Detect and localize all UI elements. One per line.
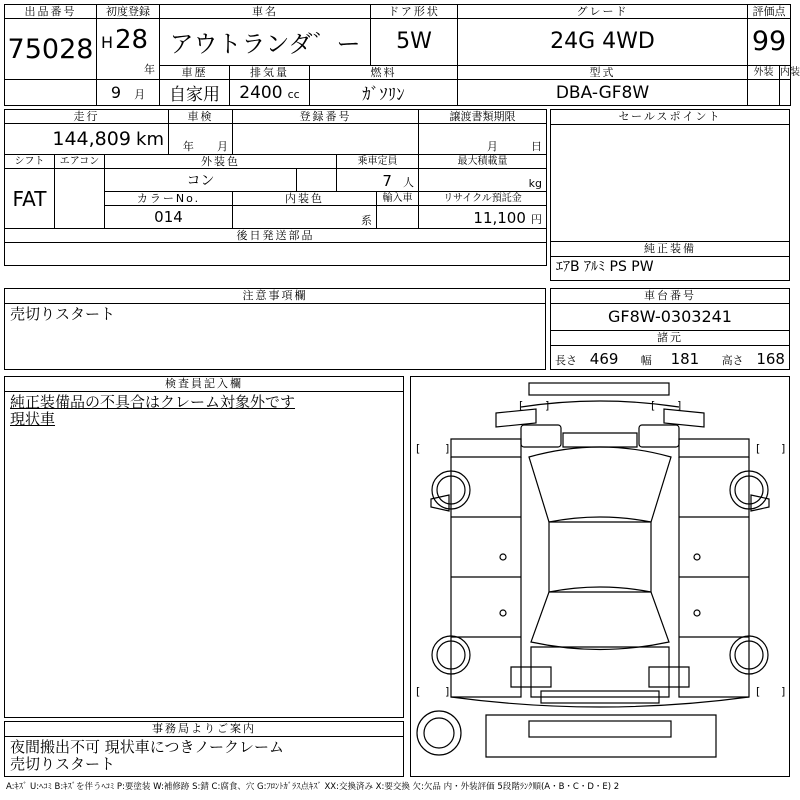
first-reg-year-cell	[97, 19, 160, 80]
mileage-unit: km	[136, 129, 164, 150]
bracket-front-r: [	[651, 399, 656, 412]
chassis-number: GF8W-0303241	[551, 304, 789, 331]
interior-label: 内装	[780, 66, 800, 78]
capacity-label: 乗車定員	[337, 155, 419, 169]
left-handle-rear	[500, 610, 506, 616]
reg-month-cell	[97, 80, 160, 106]
ext-color-extra	[297, 169, 337, 192]
grade: 24G 4WD	[458, 19, 748, 66]
bracket-rl-close: ]	[445, 685, 450, 698]
left-handle-front	[500, 554, 506, 560]
ac-label: エアコン	[55, 155, 105, 169]
history: 自家用	[160, 80, 230, 106]
grade-label: グレード	[458, 5, 748, 19]
bracket-front-l: [	[519, 399, 524, 412]
chassis-box	[550, 288, 790, 370]
rear-plate-area	[529, 721, 671, 737]
first-reg-label: 初度登録	[97, 5, 160, 19]
width-label: 幅	[640, 354, 652, 367]
office-box	[4, 721, 404, 777]
import-value	[377, 206, 419, 229]
details-table	[4, 109, 547, 266]
score: 99	[748, 19, 791, 66]
bracket-rr-close: ]	[781, 685, 786, 698]
ext-color-label: 外装色	[105, 155, 337, 169]
interior-score	[780, 80, 791, 106]
width-spec	[641, 350, 699, 368]
exterior-label: 外装	[748, 65, 780, 79]
bracket-rl: [	[416, 685, 421, 698]
notes-box	[4, 288, 546, 370]
legend: A:ｷｽﾞ U:ﾍｺﾐ B:ｷｽﾞを伴うﾍｺﾐ P:要塗装 W:補修跡 S:錆 C:腐食、穴 G:ﾌﾛﾝﾄｶﾞﾗｽ点ｷｽﾞ XX:交換済み X:要交換 欠:欠品 内・外装評価 5段階ﾗﾝｸ順(A・B・C・D・E) 2	[6, 782, 620, 792]
right-handle-rear	[694, 610, 700, 616]
inspection-label: 車検	[169, 110, 233, 124]
rear-edge	[451, 697, 749, 707]
reg-number	[233, 124, 419, 155]
length-spec	[555, 350, 618, 368]
right-fender-front	[679, 439, 749, 457]
reg-label: 登録番号	[233, 110, 419, 124]
sales-point-label: セールスポイント	[551, 110, 789, 125]
model-label: 型式	[458, 65, 748, 79]
windshield	[529, 447, 671, 522]
history-label: 車歴	[160, 65, 230, 79]
office-line1: 夜間搬出不可 現状車につきノークレーム	[10, 738, 285, 756]
width-value: 181	[670, 350, 700, 368]
height-spec	[722, 350, 785, 368]
lot-number: 75028	[5, 19, 97, 80]
mileage-label: 走行	[5, 110, 169, 124]
month-unit: 月	[134, 88, 146, 101]
specs-label: 諸元	[551, 331, 789, 346]
shift: FAT	[5, 169, 55, 229]
transfer-month-unit: 月	[486, 140, 498, 153]
inspection-cell	[169, 124, 233, 155]
later-parts-label: 後日発送部品	[5, 229, 547, 243]
header-table	[4, 4, 800, 106]
car-diagram-box	[410, 376, 790, 777]
specs-row	[551, 346, 789, 372]
right-door-lines	[679, 517, 749, 637]
color-no: 014	[105, 206, 233, 229]
bracket-fl: [	[416, 442, 421, 455]
recycle: 11,100	[473, 208, 526, 227]
int-color-cell	[233, 206, 377, 229]
load-unit: kg	[528, 177, 542, 190]
import-label: 輸入車	[377, 192, 419, 206]
sales-point-box	[550, 109, 790, 242]
transfer-label: 譲渡書類期限	[419, 110, 547, 124]
fuel-label: 燃料	[310, 65, 458, 79]
int-color-unit: 系	[361, 214, 372, 227]
height-value: 168	[756, 350, 785, 368]
recycle-cell	[419, 206, 547, 229]
fuel: ｶﾞｿﾘﾝ	[310, 80, 458, 106]
era: H	[101, 33, 114, 52]
inspector-box	[4, 376, 404, 718]
front-right-glass	[639, 425, 679, 447]
transfer-day-unit: 日	[531, 140, 542, 153]
score-label: 評価点	[748, 5, 791, 19]
roof	[549, 522, 651, 592]
displacement-cell	[230, 80, 310, 106]
doors: 5W	[371, 19, 458, 66]
equipment-value: ｴｱB ｱﾙﾐ PS PW	[556, 259, 654, 275]
bracket-fr-close: ]	[781, 442, 786, 455]
displacement: 2400	[239, 82, 283, 103]
notes-value: 売切りスタート	[10, 305, 116, 323]
length-label: 長さ	[555, 354, 577, 367]
bracket-front-l-close: ]	[545, 399, 550, 412]
capacity: 7	[382, 171, 392, 190]
height-label: 高さ	[721, 354, 744, 367]
inspector-line2: 現状車	[10, 410, 56, 428]
bracket-rr: [	[756, 685, 761, 698]
displacement-label: 排気量	[230, 65, 310, 79]
equipment-label: 純正装備	[551, 242, 789, 257]
office-label: 事務局よりご案内	[5, 722, 403, 737]
notes-label: 注意事項欄	[5, 289, 545, 304]
bracket-fl-close: ]	[445, 442, 450, 455]
bracket-fr: [	[756, 442, 761, 455]
lot-empty	[5, 80, 97, 106]
exterior-score	[748, 80, 780, 106]
right-handle-front	[694, 554, 700, 560]
car-name: アウトランダ゛ー	[160, 19, 371, 66]
ac	[55, 169, 105, 229]
insp-month-unit: 月	[217, 140, 228, 153]
capacity-cell	[337, 169, 419, 192]
front-left-glass	[521, 425, 561, 447]
spare-tire-inner	[424, 718, 454, 748]
later-parts-value	[5, 243, 547, 266]
inspector-line1: 純正装備品の不具合はクレーム対象外です	[10, 393, 296, 411]
equipment-box	[550, 241, 790, 281]
lot-label: 出品番号	[5, 5, 97, 19]
load-label: 最大積載量	[419, 155, 547, 169]
doors-label: ドア形状	[371, 5, 458, 19]
mileage-cell	[5, 124, 169, 155]
front-right-lamp	[664, 409, 704, 427]
recycle-unit: 円	[531, 212, 542, 226]
inspector-label: 検査員記入欄	[5, 377, 403, 392]
displacement-unit: cc	[287, 87, 300, 101]
load-cell	[419, 169, 547, 192]
capacity-unit: 人	[403, 175, 414, 189]
recycle-label: リサイクル預託金	[419, 192, 547, 206]
front-left-lamp	[496, 409, 536, 427]
year-unit: 年	[144, 63, 155, 76]
reg-year: 28	[115, 25, 149, 55]
insp-year-unit: 年	[182, 140, 194, 153]
length-value: 469	[589, 350, 619, 368]
reg-month: 9	[110, 83, 122, 102]
left-fender-front	[451, 439, 521, 457]
trunk	[531, 647, 669, 697]
color-no-label: カラーNo.	[105, 192, 233, 206]
bracket-front-r-close: ]	[677, 399, 682, 412]
int-color-label: 内装色	[233, 192, 377, 206]
front-center	[563, 433, 637, 447]
model: DBA-GF8W	[458, 80, 748, 106]
ext-color: コン	[105, 169, 297, 192]
rear-glass	[531, 587, 669, 650]
left-door-lines	[451, 517, 521, 637]
transfer-cell	[419, 124, 547, 155]
car-diagram	[411, 377, 789, 776]
office-line2: 売切りスタート	[10, 755, 116, 773]
shift-label: シフト	[5, 155, 55, 169]
mileage: 144,809	[52, 128, 131, 150]
front-bumper	[529, 383, 669, 395]
car-name-label: 車名	[160, 5, 371, 19]
chassis-label: 車台番号	[551, 289, 789, 304]
